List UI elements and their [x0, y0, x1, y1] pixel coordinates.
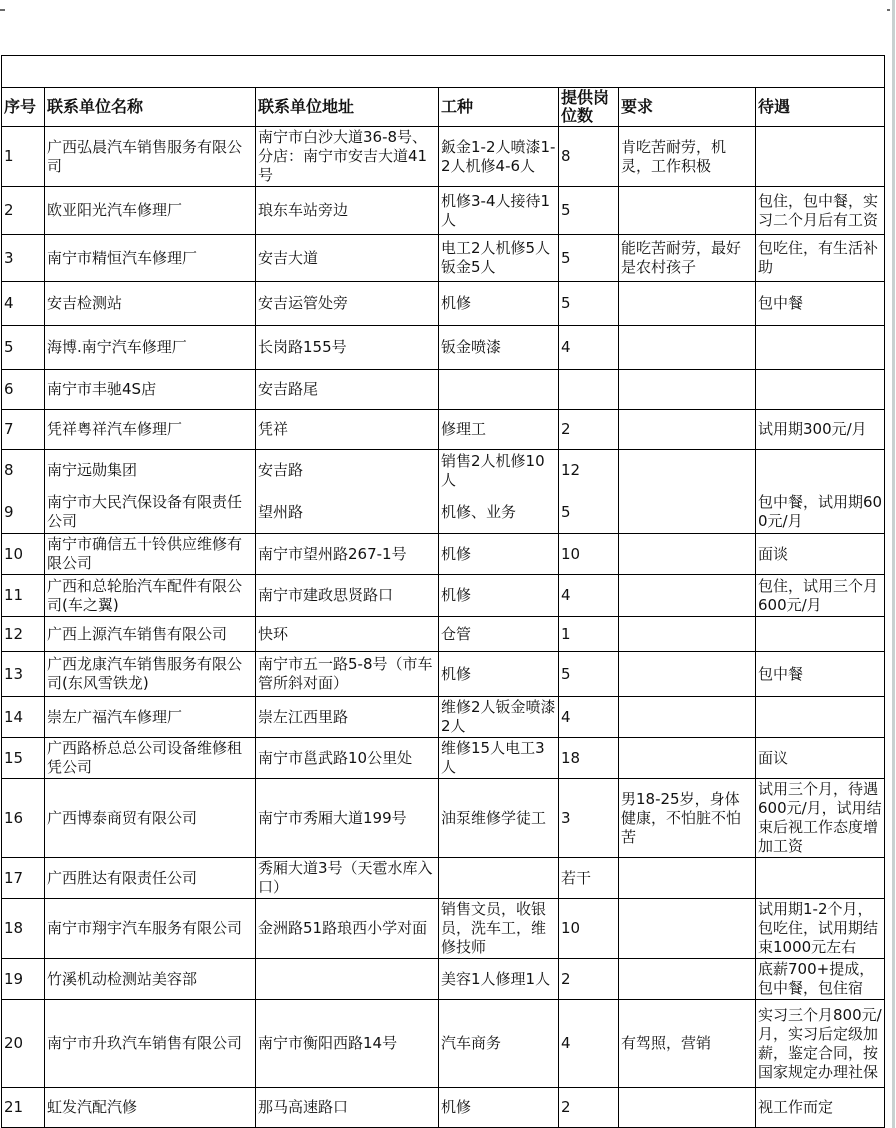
job-listing-table-container [1, 55, 885, 1128]
cell-address: 琅东车站旁边 [256, 187, 439, 235]
cell-address: 崇左江西里路 [256, 697, 439, 738]
cell-no: 11 [2, 575, 45, 617]
cell-no: 4 [2, 282, 45, 326]
cell-no: 7 [2, 410, 45, 450]
cell-no: 1 [2, 127, 45, 187]
cell-count [559, 370, 619, 410]
cell-count: 5 [559, 492, 619, 534]
cell-name: 凭祥粤祥汽车修理厂 [45, 410, 256, 450]
table-row [2, 127, 885, 187]
cell-requirement [619, 899, 756, 959]
cell-benefit [756, 617, 885, 652]
cell-no: 8 [2, 450, 45, 492]
cell-requirement [619, 410, 756, 450]
cell-job: 美容1人修理1人 [439, 959, 559, 1000]
cell-requirement [619, 617, 756, 652]
cell-job [439, 858, 559, 899]
cell-no: 20 [2, 1000, 45, 1088]
cell-job: 销售文员，收银员，洗车工，维修技师 [439, 899, 559, 959]
page-right-edge-line [892, 0, 895, 1128]
cell-no: 19 [2, 959, 45, 1000]
cell-name: 广西路桥总总公司设备维修租凭公司 [45, 738, 256, 779]
cell-requirement: 有驾照，营销 [619, 1000, 756, 1088]
cell-requirement [619, 575, 756, 617]
cell-count: 4 [559, 575, 619, 617]
cell-count: 2 [559, 410, 619, 450]
top-right-artifact-dot [887, 9, 890, 11]
cell-name: 南宁市丰驰4S店 [45, 370, 256, 410]
cell-requirement [619, 1088, 756, 1128]
cell-address [256, 959, 439, 1000]
table-header-row [2, 88, 885, 127]
cell-address: 南宁市望州路267-1号 [256, 534, 439, 575]
cell-address: 南宁市秀厢大道199号 [256, 779, 439, 858]
cell-job: 维修15人电工3人 [439, 738, 559, 779]
table-row [2, 779, 885, 858]
cell-count: 3 [559, 779, 619, 858]
cell-address: 南宁市白沙大道36-8号、分店：南宁市安吉大道41号 [256, 127, 439, 187]
cell-benefit [756, 858, 885, 899]
empty-top-cell [2, 56, 885, 88]
cell-no: 21 [2, 1088, 45, 1128]
col-header-benefit: 待遇 [756, 88, 885, 127]
cell-requirement [619, 492, 756, 534]
cell-job: 机修 [439, 282, 559, 326]
cell-benefit: 试用三个月，待遇600元/月，试用结束后视工作态度增加工资 [756, 779, 885, 858]
table-row [2, 738, 885, 779]
cell-no: 9 [2, 492, 45, 534]
cell-requirement [619, 187, 756, 235]
col-header-address: 联系单位地址 [256, 88, 439, 127]
cell-no: 13 [2, 652, 45, 697]
cell-no: 16 [2, 779, 45, 858]
cell-count: 4 [559, 326, 619, 370]
cell-name: 南宁市翔宇汽车服务有限公司 [45, 899, 256, 959]
cell-no: 18 [2, 899, 45, 959]
cell-benefit: 包中餐，试用期600元/月 [756, 492, 885, 534]
cell-benefit: 包中餐 [756, 282, 885, 326]
cell-address: 秀厢大道3号（天雹水库入口） [256, 858, 439, 899]
cell-requirement [619, 326, 756, 370]
cell-address: 南宁市建政思贤路口 [256, 575, 439, 617]
cell-count: 12 [559, 450, 619, 492]
cell-address: 凭祥 [256, 410, 439, 450]
cell-requirement [619, 282, 756, 326]
cell-address: 安吉路 [256, 450, 439, 492]
cell-no: 12 [2, 617, 45, 652]
cell-count: 5 [559, 235, 619, 282]
top-left-artifact-dot [0, 9, 5, 11]
cell-benefit [756, 370, 885, 410]
cell-job: 机修3-4人接待1人 [439, 187, 559, 235]
table-row [2, 1000, 885, 1088]
cell-address: 金洲路51路琅西小学对面 [256, 899, 439, 959]
cell-job: 机修 [439, 534, 559, 575]
cell-job: 机修 [439, 652, 559, 697]
cell-name: 竹溪机动检测站美容部 [45, 959, 256, 1000]
cell-count: 8 [559, 127, 619, 187]
cell-name: 广西弘晨汽车销售服务有限公司 [45, 127, 256, 187]
table-row [2, 652, 885, 697]
cell-job: 鈑金1-2人喷漆1-2人机修4-6人 [439, 127, 559, 187]
cell-name: 欧亚阳光汽车修理厂 [45, 187, 256, 235]
cell-count: 4 [559, 697, 619, 738]
cell-benefit: 包中餐 [756, 652, 885, 697]
cell-count: 5 [559, 282, 619, 326]
cell-requirement [619, 697, 756, 738]
cell-requirement: 肯吃苦耐劳，机灵，工作积极 [619, 127, 756, 187]
cell-job: 油泵维修学徒工 [439, 779, 559, 858]
cell-job: 销售2人机修10人 [439, 450, 559, 492]
cell-requirement [619, 858, 756, 899]
table-row [2, 492, 885, 534]
cell-count: 18 [559, 738, 619, 779]
cell-name: 南宁市大民汽保设备有限责任公司 [45, 492, 256, 534]
cell-count: 5 [559, 652, 619, 697]
cell-requirement [619, 738, 756, 779]
cell-benefit: 包住，包中餐，实习二个月后有工资 [756, 187, 885, 235]
col-header-no: 序号 [2, 88, 45, 127]
cell-address: 那马高速路口 [256, 1088, 439, 1128]
cell-job: 仓管 [439, 617, 559, 652]
cell-no: 6 [2, 370, 45, 410]
cell-address: 南宁市五一路5-8号（市车管所斜对面） [256, 652, 439, 697]
cell-benefit [756, 326, 885, 370]
cell-address: 南宁市衡阳西路14号 [256, 1000, 439, 1088]
table-row [2, 1088, 885, 1128]
cell-count: 10 [559, 899, 619, 959]
cell-requirement: 能吃苦耐劳，最好是农村孩子 [619, 235, 756, 282]
col-header-job: 工种 [439, 88, 559, 127]
table-row [2, 858, 885, 899]
cell-name: 海博.南宁汽车修理厂 [45, 326, 256, 370]
table-row [2, 282, 885, 326]
empty-top-row [2, 56, 885, 88]
table-row [2, 534, 885, 575]
cell-benefit [756, 697, 885, 738]
cell-no: 5 [2, 326, 45, 370]
cell-requirement [619, 959, 756, 1000]
cell-name: 崇左广福汽车修理厂 [45, 697, 256, 738]
cell-requirement [619, 450, 756, 492]
cell-name: 广西胜达有限责任公司 [45, 858, 256, 899]
cell-count: 10 [559, 534, 619, 575]
cell-name: 南宁市升玖汽车销售有限公司 [45, 1000, 256, 1088]
cell-job: 机修、业务 [439, 492, 559, 534]
cell-benefit: 面议 [756, 738, 885, 779]
col-header-name: 联系单位名称 [45, 88, 256, 127]
cell-benefit: 面谈 [756, 534, 885, 575]
cell-count: 5 [559, 187, 619, 235]
cell-no: 15 [2, 738, 45, 779]
table-row [2, 235, 885, 282]
cell-job: 汽车商务 [439, 1000, 559, 1088]
cell-benefit: 包住，试用三个月600元/月 [756, 575, 885, 617]
cell-address: 长岗路155号 [256, 326, 439, 370]
cell-name: 南宁市确信五十铃供应维修有限公司 [45, 534, 256, 575]
cell-address: 安吉大道 [256, 235, 439, 282]
table-row [2, 899, 885, 959]
cell-benefit: 实习三个月800元/月，实习后定级加薪，鉴定合同，按国家规定办理社保 [756, 1000, 885, 1088]
cell-no: 3 [2, 235, 45, 282]
cell-name: 安吉检测站 [45, 282, 256, 326]
cell-count: 2 [559, 959, 619, 1000]
cell-address: 南宁市邕武路10公里处 [256, 738, 439, 779]
cell-count: 4 [559, 1000, 619, 1088]
cell-requirement [619, 534, 756, 575]
cell-address: 望州路 [256, 492, 439, 534]
cell-address: 安吉运管处旁 [256, 282, 439, 326]
cell-name: 广西和总轮胎汽车配件有限公司(车之翼) [45, 575, 256, 617]
cell-count: 若干 [559, 858, 619, 899]
table-row [2, 575, 885, 617]
cell-name: 虹发汽配汽修 [45, 1088, 256, 1128]
cell-job: 电工2人机修5人钣金5人 [439, 235, 559, 282]
table-row [2, 370, 885, 410]
cell-no: 17 [2, 858, 45, 899]
cell-benefit: 试用期300元/月 [756, 410, 885, 450]
table-row [2, 959, 885, 1000]
table-row [2, 697, 885, 738]
cell-job: 钣金喷漆 [439, 326, 559, 370]
table-row [2, 617, 885, 652]
cell-requirement [619, 652, 756, 697]
cell-benefit: 视工作而定 [756, 1088, 885, 1128]
cell-name: 南宁远勋集团 [45, 450, 256, 492]
cell-no: 2 [2, 187, 45, 235]
cell-benefit: 包吃住，有生活补助 [756, 235, 885, 282]
cell-benefit: 试用期1-2个月，包吃住，试用期结束1000元左右 [756, 899, 885, 959]
cell-job: 修理工 [439, 410, 559, 450]
cell-benefit [756, 127, 885, 187]
table-row [2, 450, 885, 492]
table-row [2, 410, 885, 450]
cell-name: 南宁市精恒汽车修理厂 [45, 235, 256, 282]
cell-name: 广西博泰商贸有限公司 [45, 779, 256, 858]
cell-benefit: 底薪700+提成，包中餐，包住宿 [756, 959, 885, 1000]
cell-no: 14 [2, 697, 45, 738]
cell-address: 安吉路尾 [256, 370, 439, 410]
cell-requirement: 男18-25岁，身体健康，不怕脏不怕苦 [619, 779, 756, 858]
cell-benefit [756, 450, 885, 492]
col-header-count: 提供岗位数 [559, 88, 619, 127]
cell-name: 广西龙康汽车销售服务有限公司(东风雪铁龙) [45, 652, 256, 697]
cell-count: 2 [559, 1088, 619, 1128]
cell-job [439, 370, 559, 410]
cell-count: 1 [559, 617, 619, 652]
cell-no: 10 [2, 534, 45, 575]
cell-job: 维修2人钣金喷漆2人 [439, 697, 559, 738]
cell-job: 机修 [439, 575, 559, 617]
cell-requirement [619, 370, 756, 410]
cell-address: 快环 [256, 617, 439, 652]
table-row [2, 326, 885, 370]
col-header-requirement: 要求 [619, 88, 756, 127]
job-listing-table [1, 55, 885, 1128]
cell-name: 广西上源汽车销售有限公司 [45, 617, 256, 652]
table-body [2, 127, 885, 1128]
table-row [2, 187, 885, 235]
cell-job: 机修 [439, 1088, 559, 1128]
